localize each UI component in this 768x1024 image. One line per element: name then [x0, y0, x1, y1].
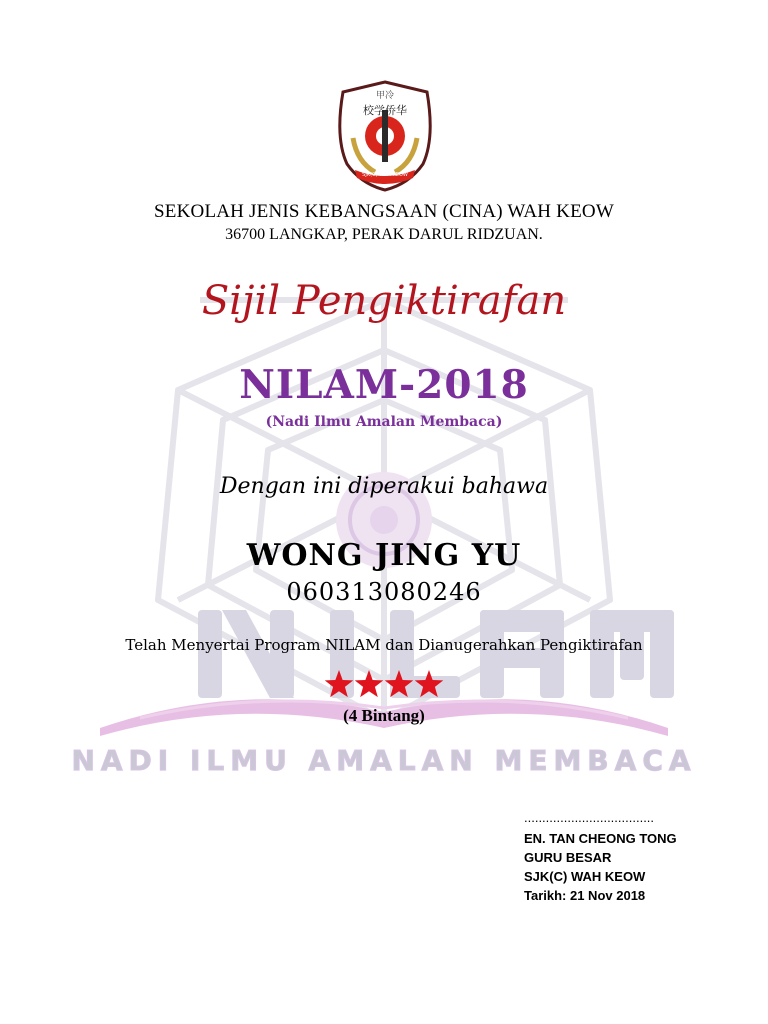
- svg-text:NADI ILMU AMALAN MEMBACA: NADI ILMU AMALAN MEMBACA: [71, 744, 697, 777]
- recipient-id-number: 060313080246: [286, 578, 482, 606]
- school-name: SEKOLAH JENIS KEBANGSAAN (CINA) WAH KEOW: [154, 201, 614, 222]
- crest-ribbon-text: SJK(C) WAH KEOW: [362, 172, 408, 178]
- signature-date: Tarikh: 21 Nov 2018: [524, 888, 646, 903]
- certification-intro: Dengan ini diperakui bahawa: [219, 474, 549, 499]
- signatory-title: GURU BESAR: [524, 850, 612, 865]
- school-address: 36700 LANGKAP, PERAK DARUL RIDZUAN.: [225, 226, 543, 243]
- star-icon: [353, 668, 385, 700]
- star-icon: [323, 668, 355, 700]
- certificate-title: Sijil Pengiktirafan: [201, 278, 567, 324]
- star-icon: [413, 668, 445, 700]
- crest-top-text: 甲冷: [375, 91, 394, 101]
- star-icon: [383, 668, 415, 700]
- signatory-name: EN. TAN CHEONG TONG: [524, 831, 677, 846]
- award-statement: Telah Menyertai Program NILAM dan Dianugerahkan Pengiktirafan: [125, 636, 643, 654]
- signature-block: [524, 808, 677, 905]
- signature-line: ....................................: [524, 810, 655, 825]
- signatory-school: SJK(C) WAH KEOW: [524, 869, 646, 884]
- star-rating: [0, 668, 768, 702]
- crest-middle-text: 校学侨华: [363, 104, 407, 117]
- program-title: NILAM-2018: [239, 362, 529, 408]
- school-crest: [327, 78, 443, 194]
- program-subtitle: (Nadi Ilmu Amalan Membaca): [265, 414, 503, 430]
- star-count-label: (4 Bintang): [343, 706, 425, 725]
- recipient-name: WONG JING YU: [246, 538, 522, 573]
